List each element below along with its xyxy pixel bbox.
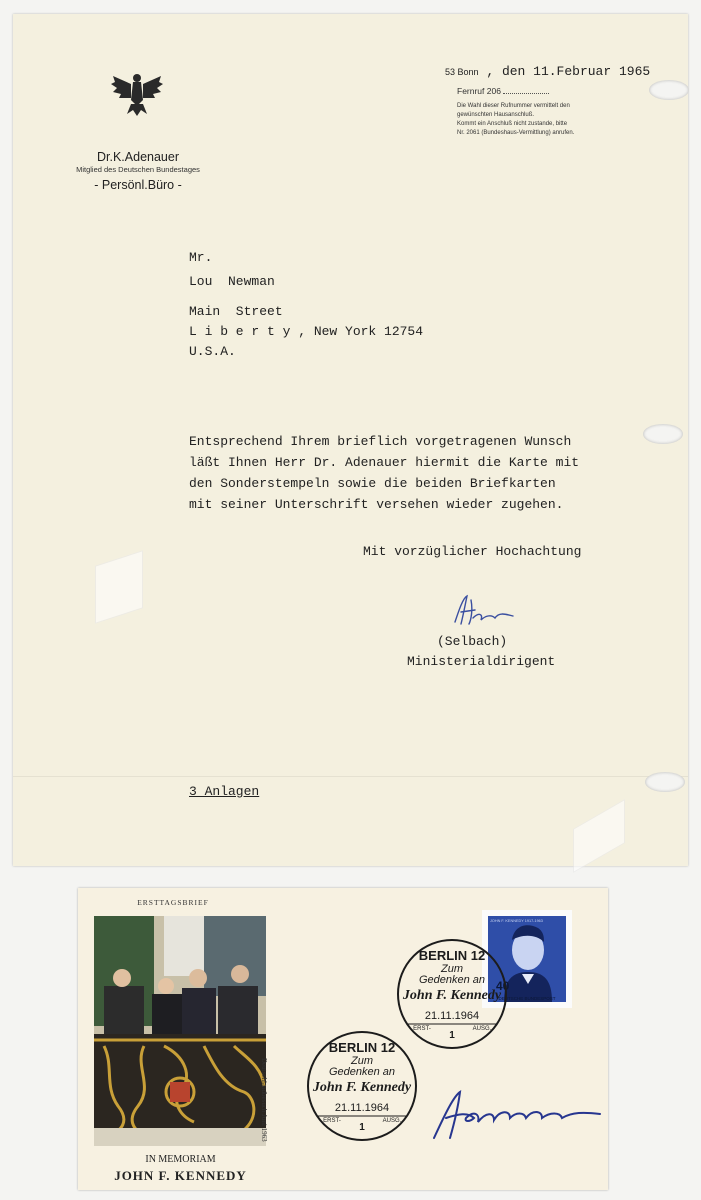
closing: Mit vorzüglicher Hochachtung xyxy=(363,544,582,559)
postmark-line-1: Zum xyxy=(351,1055,373,1067)
postmark-city: BERLIN 12 xyxy=(418,948,486,963)
postmark-date: 21.11.1964 xyxy=(334,1102,390,1114)
body-line: den Sonderstempeln sowie die beiden Briefkarten xyxy=(189,476,556,491)
enclosures: 3 Anlagen xyxy=(189,784,260,799)
postmark-line xyxy=(304,1056,420,1078)
photo-caption: Deutschlandbesuch Juni 1963 xyxy=(260,1058,268,1142)
postmark-right: AUSG. xyxy=(472,1026,492,1032)
body-line: Entsprechend Ihrem brieflich vorgetragenen Wunsch xyxy=(189,434,572,449)
date: , den 11.Februar 1965 xyxy=(486,64,651,79)
punch-hole-middle xyxy=(643,424,683,444)
jfk-name: JOHN F. KENNEDY xyxy=(114,1168,247,1183)
stamp-caption: JOHN F. KENNEDY 1917-1963 xyxy=(490,919,543,923)
tape-mark-left xyxy=(95,550,143,624)
signer-title: Ministerialdirigent xyxy=(407,654,556,669)
recipient-street: Main Street xyxy=(189,304,283,319)
body-line: mit seiner Unterschrift versehen wieder zugehen. xyxy=(189,497,564,512)
selbach-signature xyxy=(449,592,519,630)
phone-note-line: Nr. 2061 (Bundeshaus-Vermittlung) anrufen. xyxy=(457,130,575,136)
postmark-left: ERST- xyxy=(323,1118,341,1124)
recipient-name: Lou Newman xyxy=(189,274,275,289)
postmark-line xyxy=(394,964,510,986)
postmark-left: ERST- xyxy=(413,1026,431,1032)
recipient-country: U.S.A. xyxy=(189,344,236,359)
adenauer-signature xyxy=(424,1078,612,1148)
phone-note-line: Kommt ein Anschluß nicht zustande, bitte xyxy=(457,121,568,127)
sender-office: - Persönl.Büro - xyxy=(94,178,182,192)
fold-line xyxy=(13,776,688,777)
federal-eagle-emblem-icon xyxy=(109,66,165,122)
postmark-lower xyxy=(304,1028,420,1144)
first-day-cover xyxy=(78,888,608,1190)
place-date xyxy=(445,64,650,79)
phone-label: Fernruf 206 xyxy=(457,86,501,96)
stamp-issuer: DEUTSCHE BUNDESPOST xyxy=(498,996,556,1001)
postmark-right: AUSG. xyxy=(382,1118,402,1124)
signer-name: (Selbach) xyxy=(437,634,508,649)
phone-note-line: Die Wahl dieser Rufnummer vermittelt den xyxy=(457,103,570,109)
postmark-name: John F. Kennedy xyxy=(402,988,502,1003)
balcony-photo xyxy=(94,916,266,1146)
postmark-date: 21.11.1964 xyxy=(424,1010,480,1022)
recipient-city: L i b e r t y , New York 12754 xyxy=(189,324,424,339)
phone-note xyxy=(457,102,617,138)
cover-header: ERSTTAGSBRIEF xyxy=(137,898,209,907)
sender-name: Dr.K.Adenauer xyxy=(97,150,179,164)
postmark-number: 1 xyxy=(359,1122,365,1133)
in-memoriam-label: IN MEMORIAM xyxy=(145,1154,216,1165)
postmark-number: 1 xyxy=(449,1030,455,1041)
postmark-name: John F. Kennedy xyxy=(312,1080,412,1095)
punch-hole-bottom xyxy=(645,772,685,792)
stamp-value: 40 xyxy=(496,979,510,993)
postmark-line-2: Gedenken an xyxy=(418,974,486,986)
postmark-line-1: Zum xyxy=(441,963,463,975)
postmark-city: BERLIN 12 xyxy=(328,1040,396,1055)
body-line: läßt Ihnen Herr Dr. Adenauer hiermit die Karte mit xyxy=(189,455,580,470)
tape-mark-right xyxy=(573,799,625,873)
place: 53 Bonn xyxy=(445,67,479,77)
punch-hole-top xyxy=(649,80,689,100)
phone-note-line: gewünschten Hausanschluß. xyxy=(457,112,535,118)
sender-title: Mitglied des Deutschen Bundestages xyxy=(76,165,200,174)
postmark-line-2: Gedenken an xyxy=(328,1066,396,1078)
letter-page xyxy=(13,14,688,866)
recipient-salutation: Mr. xyxy=(189,250,213,265)
phone-number xyxy=(457,86,549,96)
